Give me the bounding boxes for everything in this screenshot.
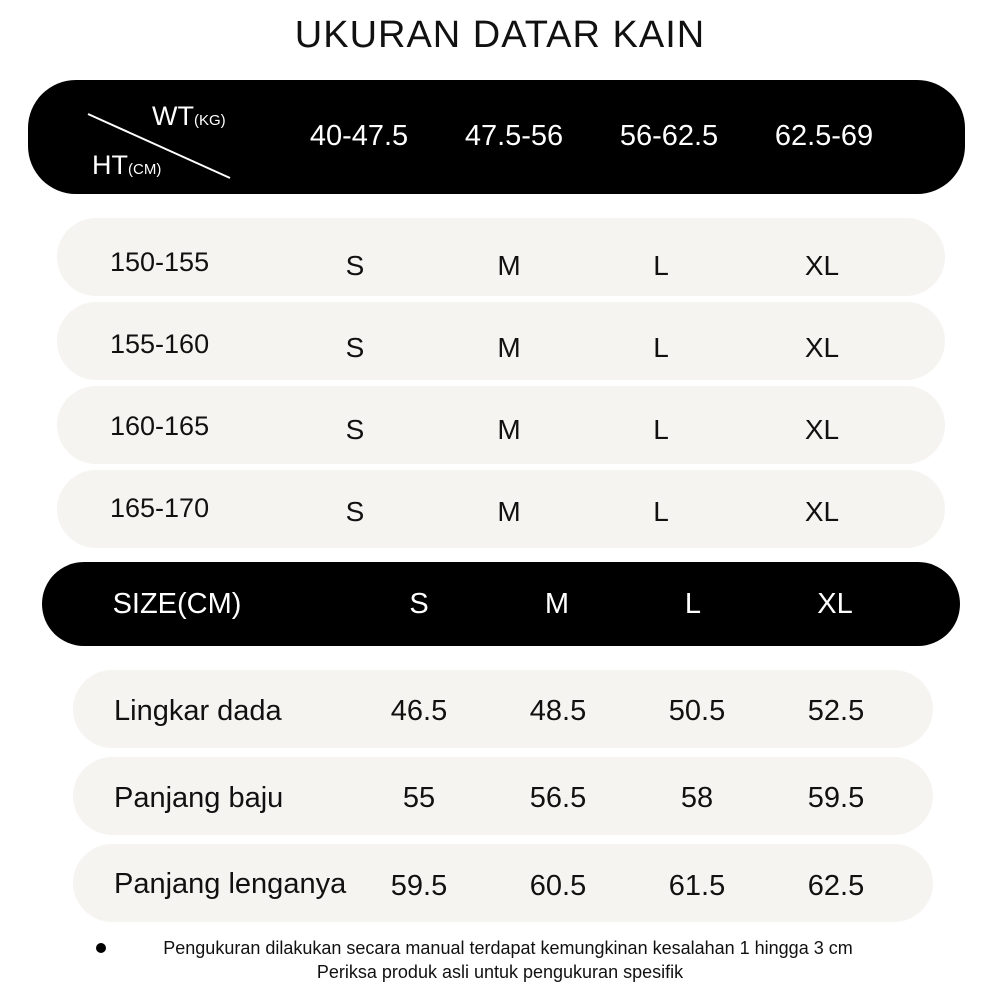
measurement-value: 46.5 <box>390 695 448 727</box>
note-text: Periksa produk asli untuk pengukuran spesifik <box>316 962 684 982</box>
measurement-value: 59.5 <box>390 870 448 902</box>
size-cell: L <box>653 414 669 445</box>
height-range-label: 155-160 <box>110 329 210 359</box>
measurement-value: 58 <box>680 782 714 814</box>
size-header: L <box>684 588 702 620</box>
weight-range-header: 56-62.5 <box>619 120 719 152</box>
size-cell: S <box>345 250 365 281</box>
size-header: M <box>544 588 570 620</box>
measurement-value: 62.5 <box>807 870 865 902</box>
size-cell: M <box>497 414 521 445</box>
measurement-label: Lingkar dada <box>114 695 282 727</box>
size-cell: M <box>497 332 521 363</box>
measurement-value: 61.5 <box>668 870 726 902</box>
size-cell: S <box>345 496 365 527</box>
size-cell: L <box>653 250 669 281</box>
weight-range-header: 62.5-69 <box>774 120 874 152</box>
height-range-label: 165-170 <box>110 493 210 523</box>
measurement-value: 48.5 <box>529 695 587 727</box>
size-cell: XL <box>804 496 840 527</box>
measurement-value: 52.5 <box>807 695 865 727</box>
size-cell: XL <box>804 332 840 363</box>
measurement-value: 60.5 <box>529 870 587 902</box>
weight-range-header: 47.5-56 <box>464 120 564 152</box>
size-cm-header: SIZE(CM) <box>112 588 242 620</box>
wt-label: WT(KG) <box>152 101 226 131</box>
measurement-value: 50.5 <box>668 695 726 727</box>
measurement-label: Panjang lenganya <box>114 868 347 900</box>
measurement-value: 56.5 <box>529 782 587 814</box>
measurement-label: Panjang baju <box>114 782 284 814</box>
size-cell: L <box>653 332 669 363</box>
size-cell: XL <box>804 414 840 445</box>
weight-range-header: 40-47.5 <box>309 120 409 152</box>
page-title: UKURAN DATAR KAIN <box>294 14 706 56</box>
size-cell: M <box>497 250 521 281</box>
measurement-value: 59.5 <box>807 782 865 814</box>
height-range-label: 160-165 <box>110 411 210 441</box>
size-cell: S <box>345 332 365 363</box>
height-range-label: 150-155 <box>110 247 210 277</box>
size-header: XL <box>817 588 853 620</box>
size-cell: M <box>497 496 521 527</box>
measurement-value: 55 <box>402 782 436 814</box>
ht-label: HT(CM) <box>92 150 162 180</box>
size-cell: L <box>653 496 669 527</box>
size-cell: XL <box>804 250 840 281</box>
note-text: Pengukuran dilakukan secara manual terdapat kemungkinan kesalahan 1 hingga 3 cm <box>163 938 853 958</box>
size-header: S <box>409 588 429 620</box>
size-cell: S <box>345 414 365 445</box>
